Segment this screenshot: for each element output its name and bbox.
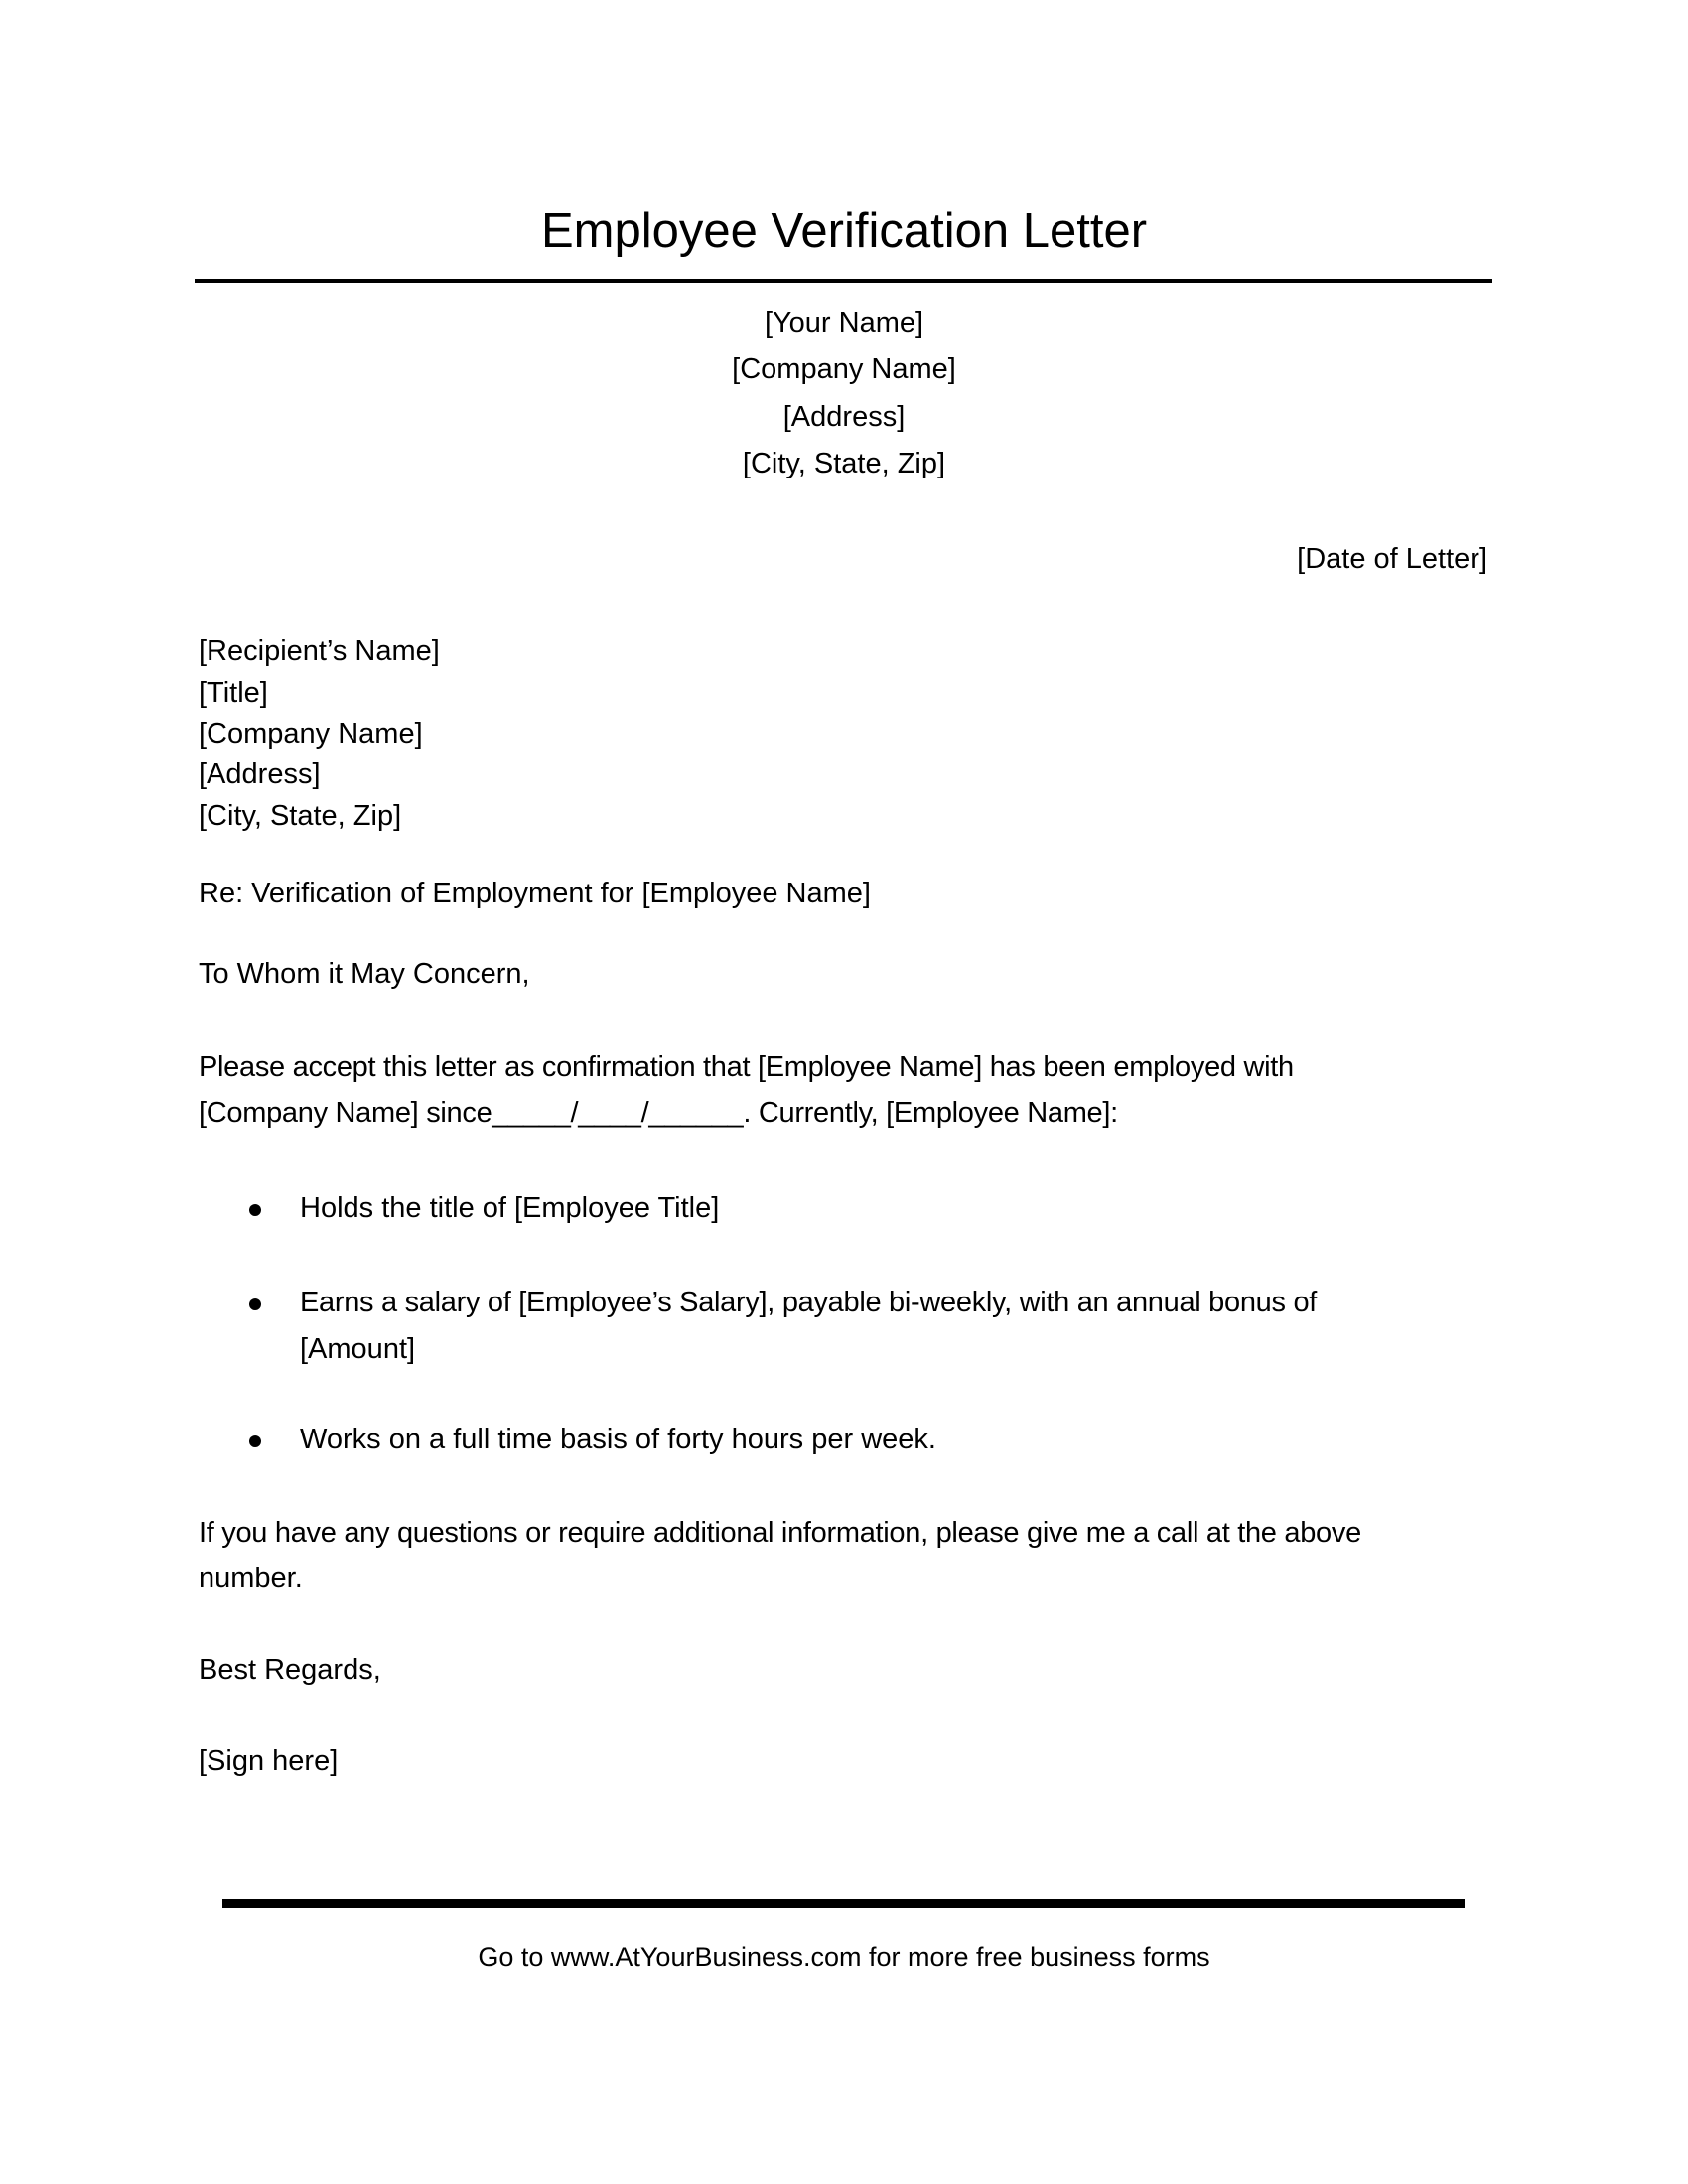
list-item-text: Earns a salary of [Employee’s Salary], payable bi-weekly, with an annual bonus of <box>300 1287 1318 1318</box>
sender-company: [Company Name] <box>732 353 956 385</box>
recipient-title: [Title] <box>199 677 268 709</box>
signature-placeholder: [Sign here] <box>199 1745 339 1777</box>
closing-line-2: number. <box>199 1563 303 1594</box>
list-item-text: Works on a full time basis of forty hours per week. <box>300 1424 936 1455</box>
subject-line: Re: Verification of Employment for [Employee Name] <box>199 878 871 909</box>
bullet-icon <box>249 1298 261 1310</box>
intro-line-2: [Company Name] since_____/____/______. Currently, [Employee Name]: <box>199 1097 1118 1129</box>
sender-city-state-zip: [City, State, Zip] <box>742 448 946 479</box>
bullet-icon <box>249 1435 261 1447</box>
footer-divider <box>222 1899 1465 1908</box>
sender-name: [Your Name] <box>764 307 924 339</box>
recipient-city-state-zip: [City, State, Zip] <box>199 800 402 832</box>
recipient-company: [Company Name] <box>199 718 423 750</box>
recipient-name: [Recipient’s Name] <box>199 635 440 667</box>
sender-address: [Address] <box>782 401 906 433</box>
closing-phrase: Best Regards, <box>199 1654 381 1686</box>
recipient-address: [Address] <box>199 758 321 790</box>
letter-date: [Date of Letter] <box>1297 543 1487 575</box>
document-title: Employee Verification Letter <box>540 205 1148 258</box>
intro-line-1: Please accept this letter as confirmation that [Employee Name] has been employed with <box>199 1051 1294 1083</box>
salutation: To Whom it May Concern, <box>199 958 530 990</box>
list-item-text-continued: [Amount] <box>300 1333 416 1365</box>
list-item-text: Holds the title of [Employee Title] <box>300 1192 720 1224</box>
footer-text: Go to www.AtYourBusiness.com for more free business forms <box>478 1942 1210 1972</box>
bullet-icon <box>249 1204 261 1216</box>
closing-line-1: If you have any questions or require additional information, please give me a call at the above <box>199 1517 1361 1549</box>
title-divider <box>195 279 1492 283</box>
